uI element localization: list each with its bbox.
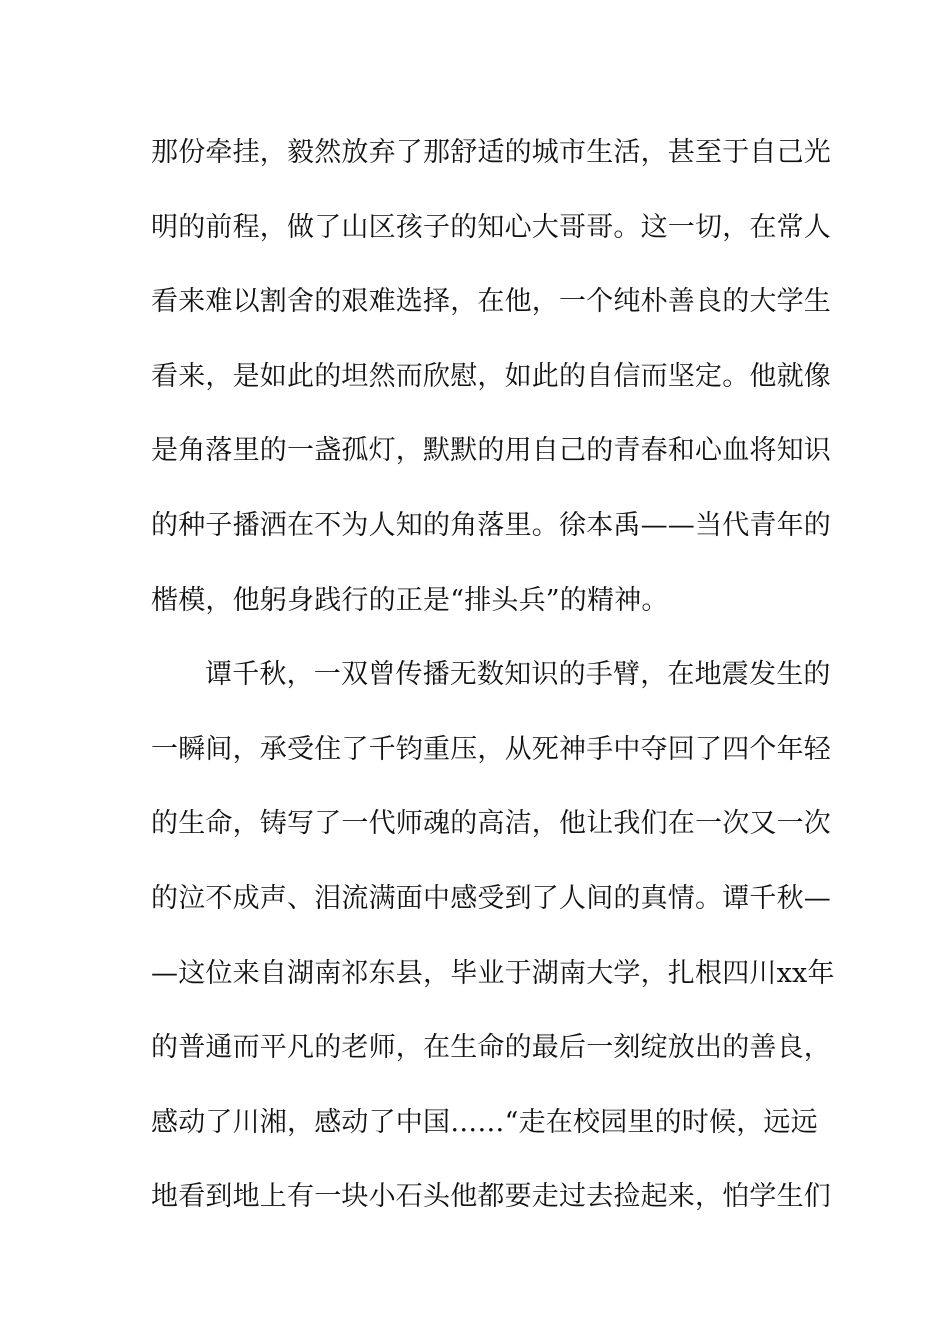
text-line: 的普通而平凡的老师，在生命的最后一刻绽放出的善良， [151, 1032, 831, 1064]
text-line: 的泣不成声、泪流满面中感受到了人间的真情。谭千秋— [151, 882, 831, 914]
text-line: 的生命，铸写了一代师魂的高洁，他让我们在一次又一次 [151, 808, 831, 840]
text-line: 感动了川湘，感动了中国……“走在校园里的时候，远远 [151, 1106, 818, 1138]
text-line: 一瞬间，承受住了千钧重压，从死神手中夺回了四个年轻 [151, 733, 831, 765]
text-line: 那份牵挂，毅然放弃了那舒适的城市生活，甚至于自己光 [151, 137, 831, 168]
text-line: 楷模，他躬身践行的正是“排头兵”的精神。 [151, 584, 669, 616]
text-line: 是角落里的一盏孤灯，默默的用自己的青春和心血将知识 [151, 435, 831, 467]
paragraph-start-line: 谭千秋，一双曾传播无数知识的手臂，在地震发生的 [205, 659, 831, 691]
text-line: 的种子播洒在不为人知的角落里。徐本禹——当代青年的 [151, 509, 831, 541]
text-line: 看来难以割舍的艰难选择，在他，一个纯朴善良的大学生 [151, 286, 831, 318]
text-line: 地看到地上有一块小石头他都要走过去捡起来，怕学生们 [151, 1181, 831, 1213]
body-text [151, 128, 835, 1247]
text-line: —这位来自湖南祁东县，毕业于湖南大学，扎根四川xx年 [151, 957, 835, 989]
text-line: 看来，是如此的坦然而欣慰，如此的自信而坚定。他就像 [151, 360, 831, 392]
text-line: 明的前程，做了山区孩子的知心大哥哥。这一切，在常人 [151, 211, 831, 243]
